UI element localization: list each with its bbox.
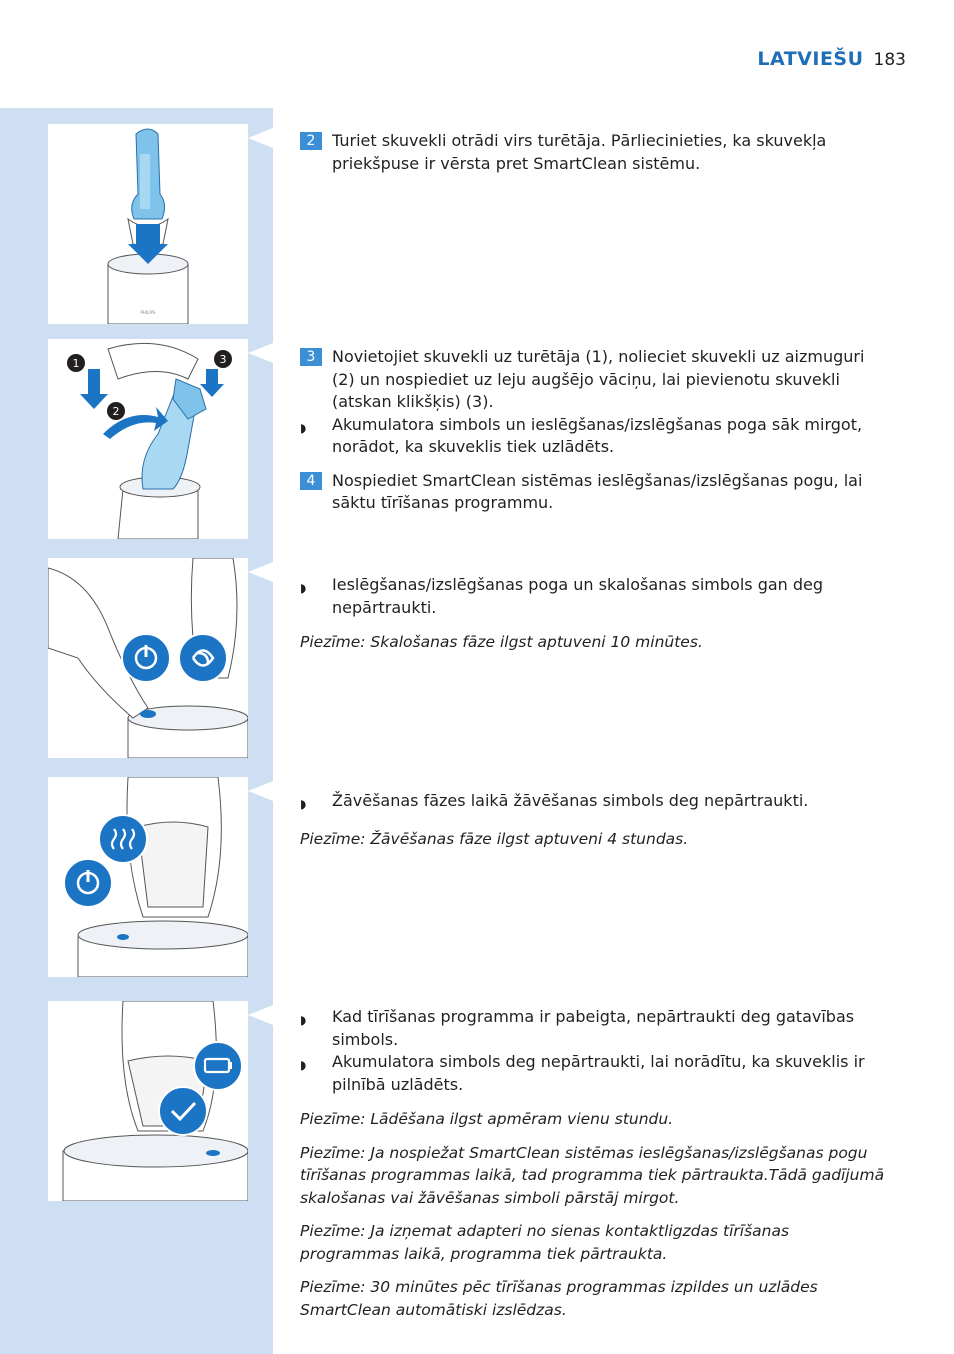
note-drying: Piezīme: Žāvēšanas fāze ilgst aptuveni 4 stundas. bbox=[300, 829, 689, 848]
bullet-text: Akumulatora simbols deg nepārtraukti, lai norādītu, ka skuveklis ir pilnībā uzlādēts. bbox=[332, 1052, 865, 1094]
bullet-marker bbox=[300, 1051, 322, 1077]
bullet-item bbox=[300, 1051, 890, 1096]
note-interrupt-button: Piezīme: Ja nospiežat SmartClean sistēmas ieslēgšanas/izslēgšanas pogu tīrīšanas programmas laikā, tad programma tiek pārtraukta.Tādā gadījumā skalošanas vai žāvēšanas simboli pārstāj mirgot. bbox=[300, 1143, 885, 1207]
bullet-marker bbox=[300, 1006, 322, 1032]
step-3-block bbox=[300, 346, 890, 515]
rinse-info-block bbox=[300, 574, 890, 654]
callout-1: 1 bbox=[72, 357, 80, 370]
step-text: Novietojiet skuvekli uz turētāja (1), nolieciet skuvekli uz aizmuguri (2) un nospiediet uz leju augšējo vāciņu, lai pievienotu skuvekli (atskan klikšķis) (3). bbox=[332, 347, 865, 411]
callout-3: 3 bbox=[219, 353, 227, 366]
step-number-badge: 3 bbox=[300, 348, 322, 366]
illustration-rinse-phase bbox=[48, 558, 248, 758]
bullet-text: Akumulatora simbols un ieslēgšanas/izslēgšanas poga sāk mirgot, norādot, ka skuveklis tiek uzlādēts. bbox=[332, 414, 863, 456]
brand-mark: PHILIPS bbox=[140, 310, 156, 315]
bullet-text: Kad tīrīšanas programma ir pabeigta, nepārtraukti deg gatavības simbols. bbox=[332, 1007, 855, 1049]
illustration-ready-charged bbox=[48, 1001, 248, 1201]
note-interrupt-adapter: Piezīme: Ja izņemat adapteri no sienas kontaktligzdas tīrīšanas programmas laikā, programma tiek pārtraukta. bbox=[300, 1222, 790, 1263]
callout-2: 2 bbox=[112, 405, 120, 418]
drying-info-block bbox=[300, 790, 890, 850]
note-charging: Piezīme: Lādēšana ilgst apmēram vienu stundu. bbox=[300, 1110, 674, 1128]
bullet-text: Ieslēgšanas/izslēgšanas poga un skalošanas simbols gan deg nepārtraukti. bbox=[332, 575, 824, 617]
panel-pointer bbox=[248, 1005, 273, 1025]
step-number-badge: 2 bbox=[300, 132, 322, 150]
illustration-place-shaver bbox=[48, 339, 248, 539]
panel-pointer bbox=[248, 343, 273, 363]
note-auto-off: Piezīme: 30 minūtes pēc tīrīšanas programmas izpildes un uzlādes SmartClean automātiski izslēdzas. bbox=[300, 1278, 818, 1319]
panel-pointer bbox=[248, 781, 273, 801]
bullet-item bbox=[300, 790, 890, 816]
bullet-item bbox=[300, 414, 890, 459]
step-number-badge: 4 bbox=[300, 472, 322, 490]
bullet-text: Žāvēšanas fāzes laikā žāvēšanas simbols deg nepārtraukti. bbox=[332, 791, 809, 810]
illustration-drying-phase bbox=[48, 777, 248, 977]
bullet-marker bbox=[300, 790, 322, 816]
page-number: 183 bbox=[873, 50, 906, 70]
bullet-item bbox=[300, 574, 890, 619]
bullet-marker bbox=[300, 414, 322, 440]
bullet-marker bbox=[300, 574, 322, 600]
bullet-item bbox=[300, 1006, 890, 1051]
language-label: LATVIEŠU bbox=[757, 48, 864, 70]
step-2 bbox=[300, 130, 890, 175]
note-rinse: Piezīme: Skalošanas fāze ilgst aptuveni 10 minūtes. bbox=[300, 633, 703, 651]
step-text: Nospiediet SmartClean sistēmas ieslēgšanas/izslēgšanas pogu, lai sāktu tīrīšanas programmu. bbox=[332, 470, 863, 512]
panel-pointer bbox=[248, 128, 273, 148]
illustration-shaver-upside-down bbox=[48, 124, 248, 324]
page-header bbox=[757, 48, 906, 70]
finish-info-block bbox=[300, 1006, 890, 1321]
panel-pointer bbox=[248, 562, 273, 582]
step-text: Turiet skuvekli otrādi virs turētāja. Pārliecinieties, ka skuvekļa priekšpuse ir vērsta pret SmartClean sistēmu. bbox=[332, 131, 827, 173]
